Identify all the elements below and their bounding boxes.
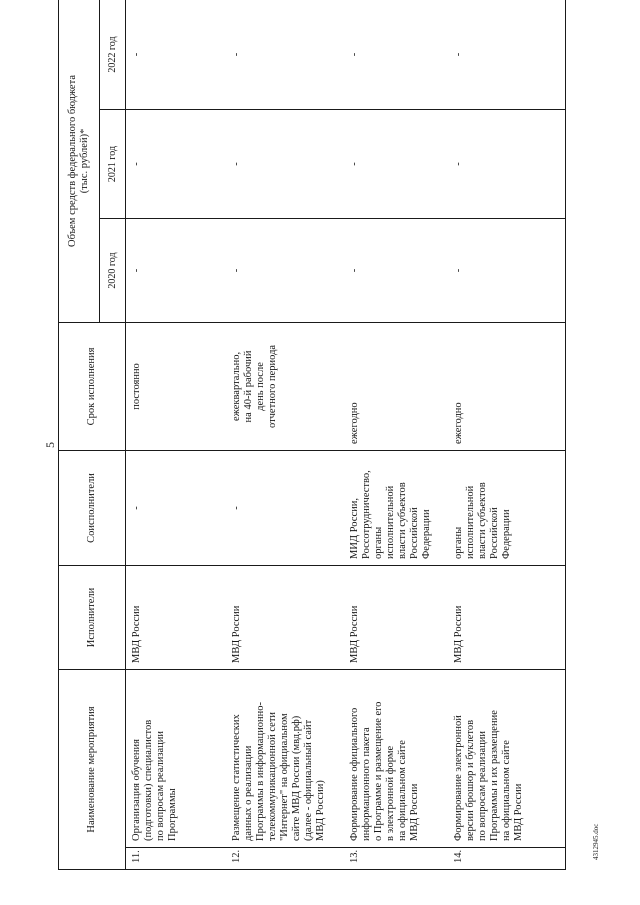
coexecutor: - [126, 450, 226, 565]
header-year-2020: 2020 год [100, 218, 126, 322]
document-id: 4312945.doc [592, 823, 600, 860]
budget-2022: - [226, 0, 344, 109]
row-number: 14. [448, 848, 566, 870]
table-row [226, 0, 344, 870]
coexecutor: - [226, 450, 344, 565]
budget-2020: - [226, 218, 344, 322]
budget-2020: - [448, 218, 566, 322]
header-executors: Исполнители [59, 565, 126, 669]
executor: МВД России [226, 565, 344, 669]
coexecutor: органы исполнительной власти субъектов Российской Федерации [448, 450, 566, 565]
budget-2021: - [448, 109, 566, 218]
deadline: ежегодно [448, 322, 566, 450]
row-number: 12. [226, 848, 344, 870]
deadline: постоянно [126, 322, 226, 450]
table-row [344, 0, 448, 870]
executor: МВД России [344, 565, 448, 669]
deadline: ежегодно [344, 322, 448, 450]
activity-name: Формирование электронной версии брошюр и буклетов по вопросам реализации Программы и их размещение на официальном сайте МВД России [448, 669, 566, 847]
header-year-2022: 2022 год [100, 0, 126, 109]
executor: МВД России [126, 565, 226, 669]
executor: МВД России [448, 565, 566, 669]
row-number: 13. [344, 848, 448, 870]
activity-name: Формирование официального информационного пакета о Программе и размещение его в электронной форме на официальном сайте МВД России [344, 669, 448, 847]
header-budget: Объем средств федерального бюджета (тыс. рублей)* [59, 0, 100, 322]
coexecutor: МИД России, Россотрудничество, органы исполнительной власти субъектов Российской Федерации [344, 450, 448, 565]
activities-table [58, 0, 566, 870]
table-row [448, 0, 566, 870]
header-coexecutors: Соисполнители [59, 450, 126, 565]
header-name: Наименование мероприятия [59, 669, 126, 869]
budget-2020: - [126, 218, 226, 322]
row-number: 11. [126, 848, 226, 870]
table-row [126, 0, 226, 870]
activity-name: Организация обучения (подготовки) специалистов по вопросам реализации Программы [126, 669, 226, 847]
page-number: 5 [43, 442, 57, 448]
budget-2021: - [226, 109, 344, 218]
deadline: ежеквартально, на 40-й рабочий день после отчетного периода [226, 322, 344, 450]
budget-2022: - [344, 0, 448, 109]
budget-2022: - [448, 0, 566, 109]
header-year-2021: 2021 год [100, 109, 126, 218]
budget-2020: - [344, 218, 448, 322]
budget-2022: - [126, 0, 226, 109]
budget-2021: - [344, 109, 448, 218]
budget-2021: - [126, 109, 226, 218]
activities-table-container [58, 0, 590, 870]
activity-name: Размещение статистических данных о реализации Программы в информационно- телекоммуникационной сети "Интернет" на официальном сайте МВД России (мвд.рф) (далее - официальный сайт МВД России) [226, 669, 344, 847]
header-deadline: Срок исполнения [59, 322, 126, 450]
